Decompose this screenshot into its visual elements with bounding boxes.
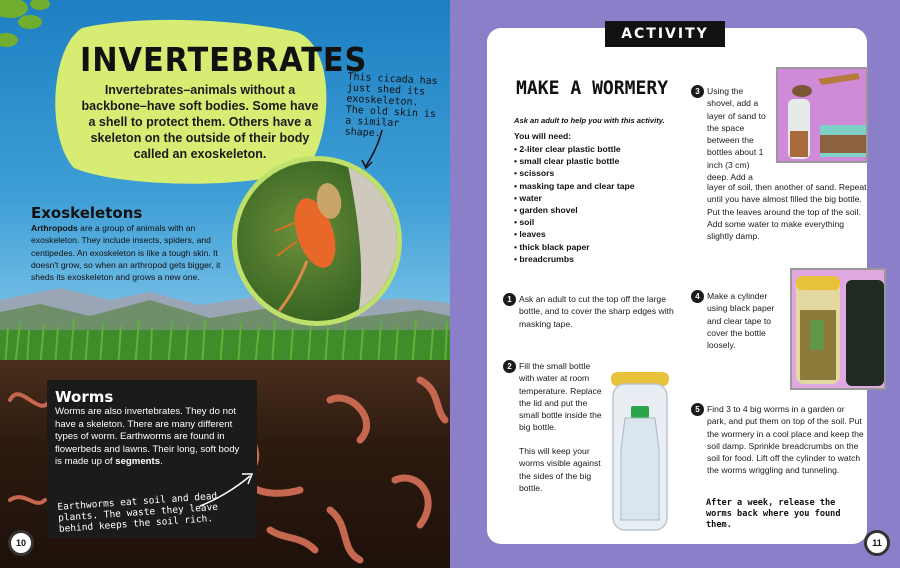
page-number-left: 10 [8,530,34,556]
segments-keyword: segments [115,456,161,468]
step-1-text: Ask an adult to cut the top off the large bottle, and to cover the sharp edges with masking tape. [519,294,674,329]
cicada-caption: This cicada has just shed its exoskeleton. The old skin is a similar shape. [344,71,438,140]
worms-text [55,406,245,469]
list-item: • thick black paper [514,241,635,253]
list-item: • small clear plastic bottle [514,155,635,167]
step-3-number: 3 [691,85,704,98]
list-item: • masking tape and clear tape [514,180,635,192]
bottle-illustration [609,370,671,533]
worms-end: . [160,456,163,468]
list-item: • water [514,192,635,204]
list-item: • leaves [514,228,635,240]
earthworm-caption: Earthworms eat soil and dead plants. The waste they leave behind keeps the soil rich. [57,490,219,535]
intro-text-main: Invertebrates–animals without a backbone–have soft bodies. Some have a shell to protect them. Others have a skeleton on the outside of their body called an [81,83,319,161]
cicada-photo [232,156,402,326]
step-3-text-a: Using the shovel, add a layer of sand to the space between the bottles about 1 inch (3 cm) deep. Add a [707,86,766,183]
exoskeletons-heading: Exoskeletons [31,204,143,222]
list-item: • 2-liter clear plastic bottle [514,143,635,155]
step-2-number: 2 [503,360,516,373]
page-number-right: 11 [864,530,890,556]
exoskeletons-body: are a group of animals with an exoskeleton. They include insects, spiders, and centipedes. An exoskeleton is like a tough skin. It doesn't grow, so when an arthropod gets bigger, it sheds its exoskeleton and grows a new one. [31,223,221,283]
cylinder-photo [790,268,886,390]
activity-tab: ACTIVITY [605,21,725,47]
list-item: • garden shovel [514,204,635,216]
step-4-number: 4 [691,290,704,303]
closing-note: After a week, release the worms back where you found them. [706,498,841,530]
activity-title: MAKE A WORMERY [516,77,669,99]
arthropods-keyword: Arthropods [31,223,78,233]
worms-body: Worms are also invertebrates. They do not have a skeleton. There are many different types of worm. Earthworms are found in flowerbeds and lawns. Their long, soft body is made up of [55,406,240,468]
step-3-text-b: layer of soil, then another of sand. Repeat until you have almost filled the big bottle. Put the leaves around the top of the soil. Add some water to make everything slightly damp. [707,182,867,242]
materials-label: You will need: [514,131,572,141]
sand-photo [776,67,868,163]
intro-text [80,82,320,162]
step-2-text: Fill the small bottle with water at room temperature. Replace the lid and put the small bottle inside the big bottle. [519,361,602,433]
list-item: • scissors [514,167,635,179]
page-title: INVERTEBRATES [80,40,368,79]
caption-arrow-icon [360,128,390,170]
step-2-extra: This will keep your worms visible against the sides of the big bottle. [519,446,601,493]
step-1-number: 1 [503,293,516,306]
adult-help-note: Ask an adult to help you with this activity. [514,116,665,125]
list-item: • soil [514,216,635,228]
exoskeletons-text [31,222,231,283]
cylinder-illustration [792,270,886,390]
intro-end: . [262,147,267,161]
step-5-text: Find 3 to 4 big worms in a garden or park, and put them on top of the soil. Put the wormery in a cool place and keep the soil damp. Sprinkle breadcrumbs on the soil for food. Lift off the cylinder to watch the worms wriggling and tunneling. [707,404,864,476]
step-4-text: Make a cylinder using black paper and clear tape to cover the bottle loosely. [707,291,775,351]
materials-list [514,143,635,265]
worm-arrow-icon [196,470,256,510]
worms-heading: Worms [55,388,114,406]
cicada-illustration [237,161,397,321]
step-5-number: 5 [691,403,704,416]
intro-keyword: exoskeleton [190,147,263,161]
sand-illustration [778,69,868,163]
list-item: • breadcrumbs [514,253,635,265]
